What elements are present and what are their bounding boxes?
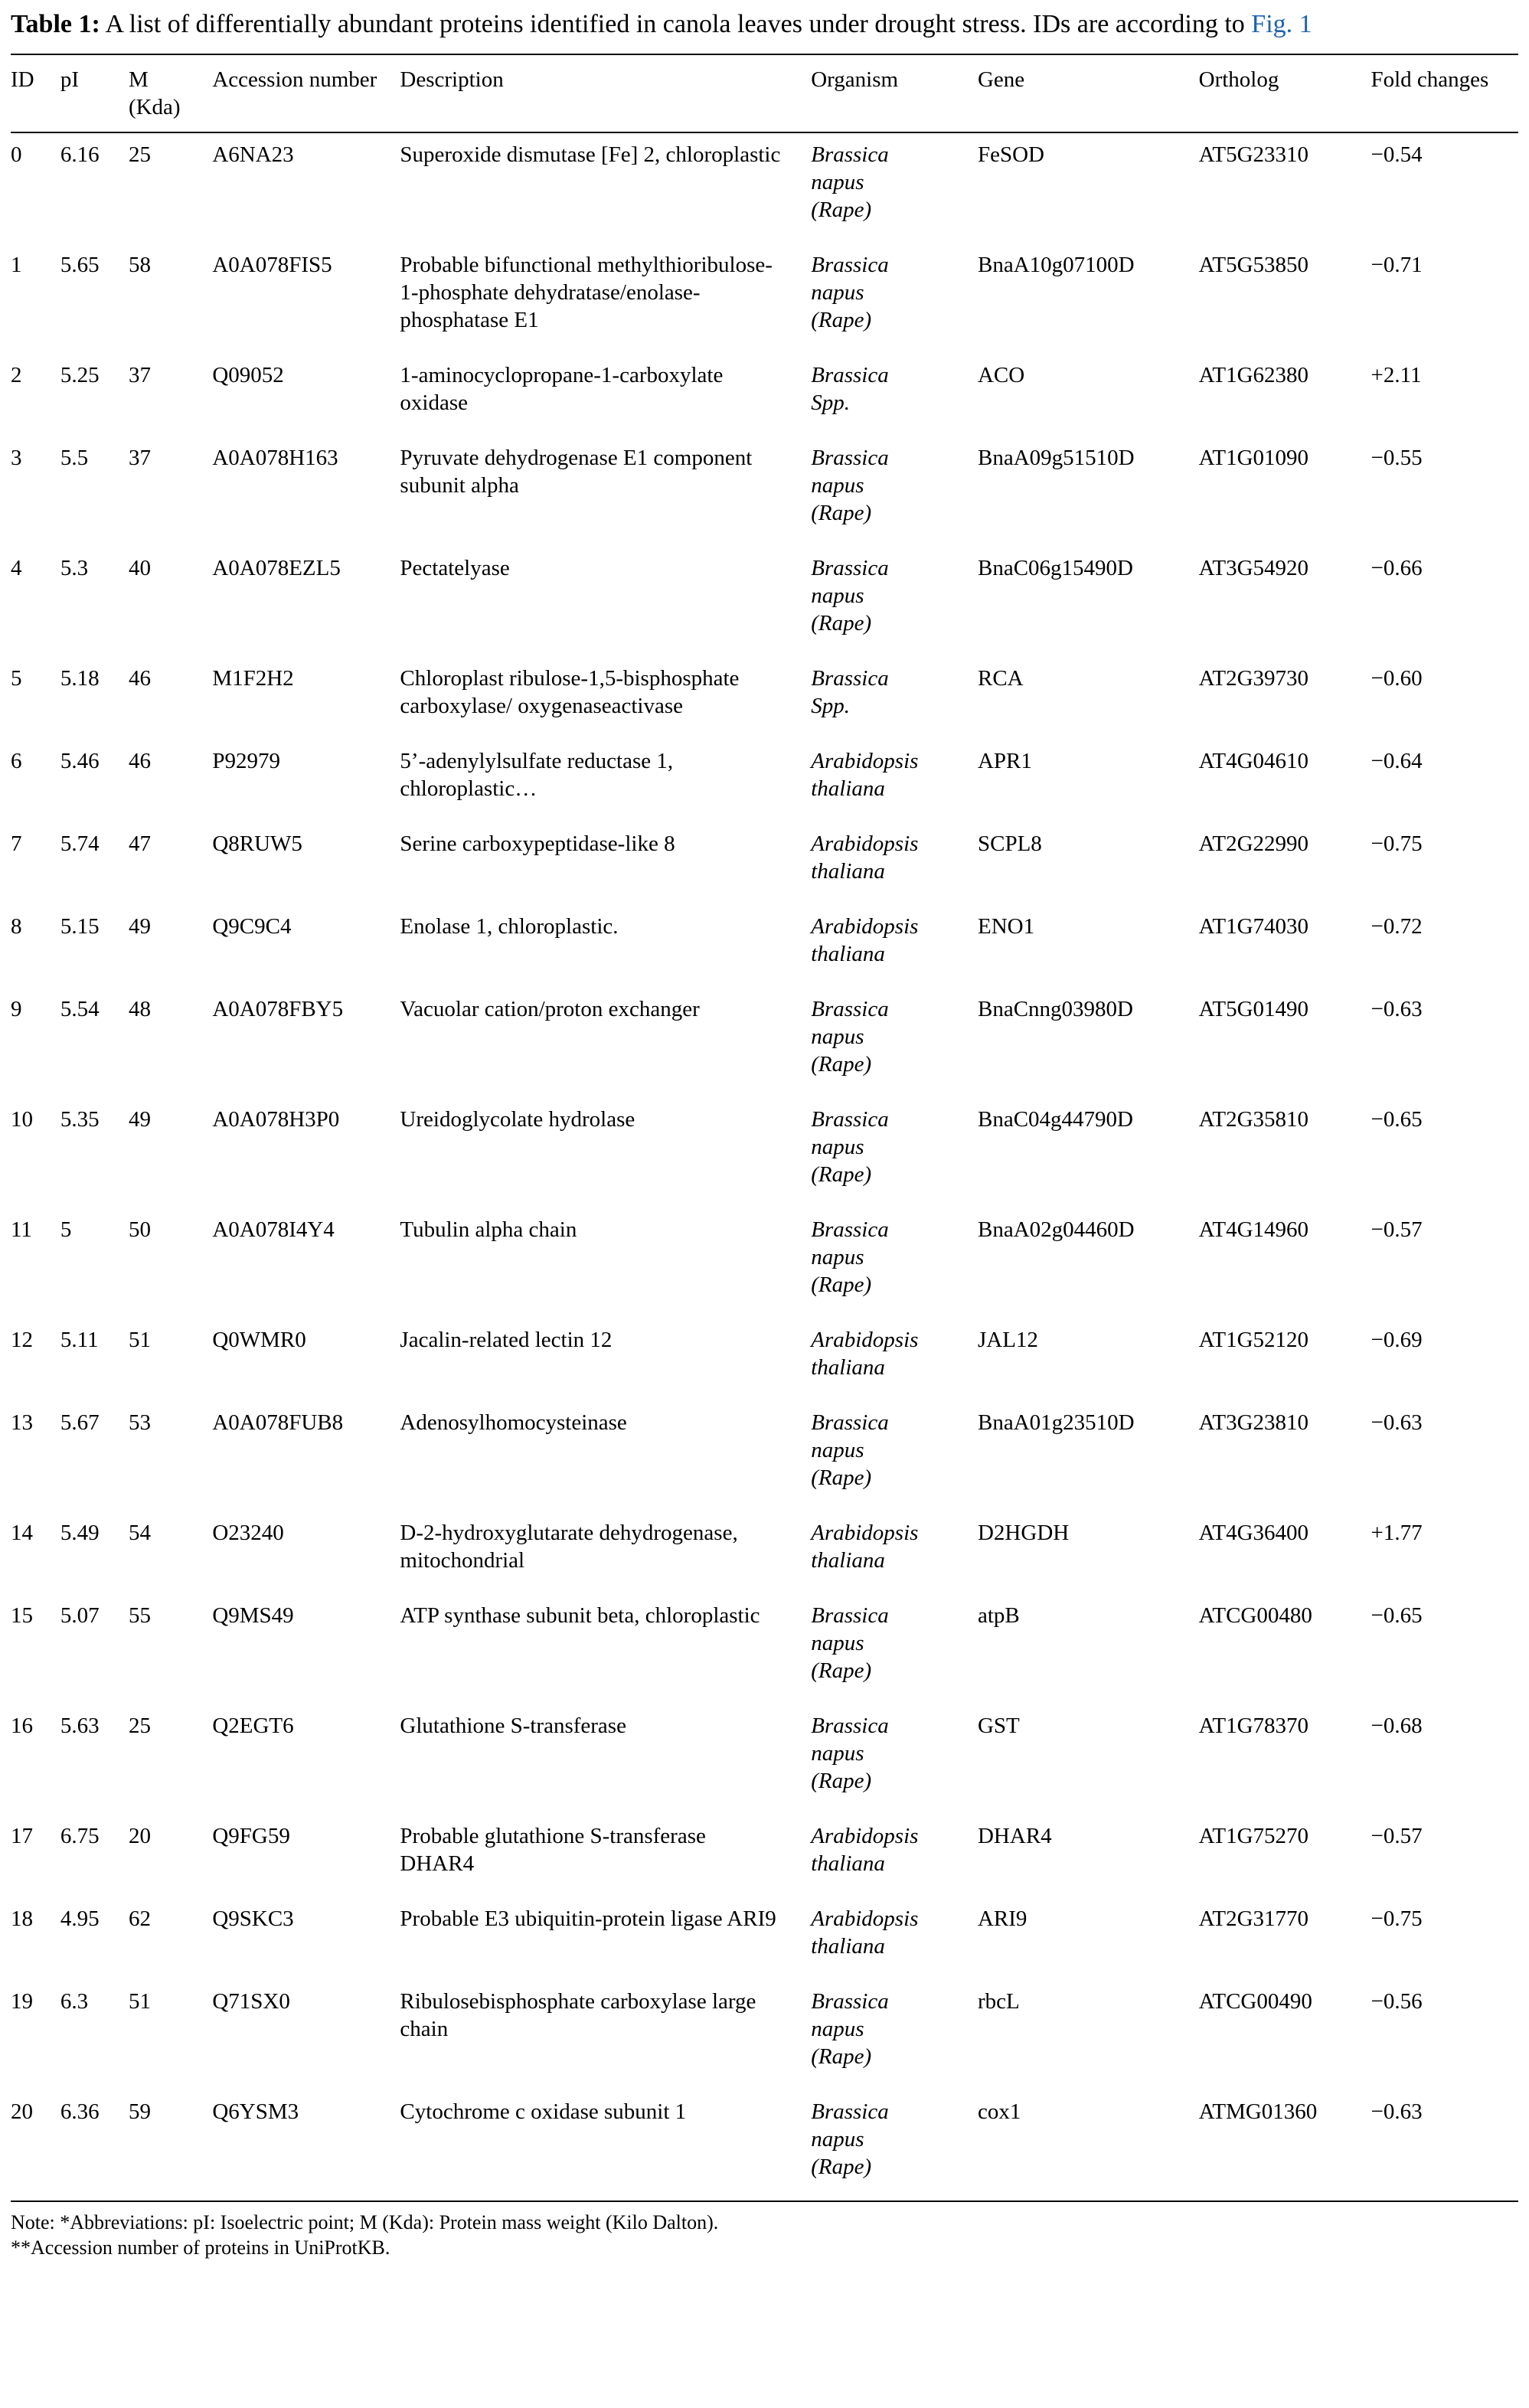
cell-m: 25 (128, 142, 151, 167)
cell-m: 58 (128, 253, 151, 277)
cell-organism: Brassica Spp. (811, 666, 889, 718)
cell-id: 4 (11, 556, 22, 580)
cell-description: Superoxide dismutase [Fe] 2, chloroplastic (400, 142, 781, 167)
column-header-description: Description (400, 54, 811, 132)
cell-organism: Arabidopsis thaliana (811, 832, 919, 884)
cell-fold: −0.68 (1371, 1714, 1423, 1738)
cell-organism: Brassica napus (Rape) (811, 1410, 889, 1490)
cell-m: 51 (128, 1328, 151, 1352)
cell-pi: 6.36 (60, 2099, 100, 2124)
cell-m: 37 (128, 446, 151, 470)
cell-accession: A0A078FIS5 (212, 253, 332, 277)
cell-m: 40 (128, 556, 151, 580)
cell-gene: APR1 (977, 749, 1032, 773)
cell-accession: A6NA23 (212, 142, 294, 167)
cell-pi: 5.67 (60, 1410, 100, 1435)
cell-ortholog: AT3G23810 (1198, 1410, 1309, 1435)
cell-accession: Q9SKC3 (212, 1906, 294, 1931)
cell-fold: −0.75 (1371, 832, 1423, 856)
table-row (11, 1098, 1518, 1208)
cell-id: 0 (11, 142, 22, 167)
cell-id: 16 (11, 1714, 33, 1738)
cell-fold: −0.63 (1371, 2099, 1423, 2124)
cell-description: 1-aminocyclopropane-1-carboxylate oxidase (400, 363, 724, 415)
cell-pi: 5.25 (60, 363, 100, 387)
cell-organism: Arabidopsis thaliana (811, 749, 919, 801)
cell-m: 53 (128, 1410, 151, 1435)
cell-fold: −0.72 (1371, 914, 1423, 939)
table-row (11, 1594, 1518, 1704)
table-row (11, 1815, 1518, 1897)
table-row (11, 905, 1518, 988)
cell-fold: −0.66 (1371, 556, 1423, 580)
cell-organism: Brassica napus (Rape) (811, 253, 889, 332)
cell-organism: Brassica napus (Rape) (811, 997, 889, 1077)
cell-organism: Brassica napus (Rape) (811, 1603, 889, 1683)
table-row (11, 1980, 1518, 2090)
cell-m: 48 (128, 997, 151, 1021)
cell-pi: 5 (60, 1217, 72, 1242)
cell-fold: +1.77 (1371, 1521, 1423, 1545)
table-row (11, 1897, 1518, 1980)
table-row (11, 657, 1518, 740)
note-accession: **Accession number of proteins in UniProtKB. (11, 2236, 390, 2259)
cell-id: 14 (11, 1521, 33, 1545)
column-header-fold: Fold changes (1371, 54, 1518, 132)
cell-accession: A0A078H163 (212, 446, 338, 470)
cell-description: Cytochrome c oxidase subunit 1 (400, 2099, 687, 2124)
table-row (11, 740, 1518, 822)
table-caption (11, 8, 1518, 41)
table-row (11, 132, 1518, 243)
cell-accession: M1F2H2 (212, 666, 294, 691)
cell-ortholog: AT4G36400 (1198, 1521, 1309, 1545)
cell-accession: A0A078FUB8 (212, 1410, 344, 1435)
cell-gene: SCPL8 (977, 832, 1042, 856)
cell-pi: 6.16 (60, 142, 100, 167)
cell-accession: O23240 (212, 1521, 284, 1545)
cell-ortholog: AT2G22990 (1198, 832, 1309, 856)
cell-id: 15 (11, 1603, 33, 1628)
cell-ortholog: AT1G78370 (1198, 1714, 1309, 1738)
column-header-m: M (Kda) (129, 54, 212, 132)
cell-pi: 5.3 (60, 556, 89, 580)
cell-organism: Arabidopsis thaliana (811, 1906, 919, 1959)
cell-m: 47 (128, 832, 151, 856)
cell-pi: 5.74 (60, 832, 100, 856)
cell-accession: Q8RUW5 (212, 832, 302, 856)
cell-m: 50 (128, 1217, 151, 1242)
cell-ortholog: AT4G04610 (1198, 749, 1309, 773)
cell-m: 54 (128, 1521, 151, 1545)
cell-ortholog: ATMG01360 (1198, 2099, 1318, 2124)
table-row (11, 547, 1518, 657)
cell-pi: 5.46 (60, 749, 100, 773)
cell-accession: Q2EGT6 (212, 1714, 294, 1738)
cell-gene: DHAR4 (977, 1824, 1052, 1848)
cell-organism: Arabidopsis thaliana (811, 1824, 919, 1876)
cell-gene: FeSOD (977, 142, 1044, 167)
cell-pi: 5.65 (60, 253, 100, 277)
cell-gene: JAL12 (977, 1328, 1038, 1352)
proteins-table (11, 54, 1518, 2202)
cell-fold: −0.64 (1371, 749, 1423, 773)
cell-m: 55 (128, 1603, 151, 1628)
cell-accession: A0A078EZL5 (212, 556, 341, 580)
cell-gene: D2HGDH (977, 1521, 1070, 1545)
cell-organism: Brassica napus (Rape) (811, 556, 889, 635)
table-row (11, 2090, 1518, 2201)
cell-fold: −0.56 (1371, 1989, 1423, 2014)
cell-id: 11 (11, 1217, 32, 1242)
cell-m: 62 (128, 1906, 151, 1931)
cell-gene: BnaC04g44790D (977, 1107, 1133, 1132)
table-row (11, 1208, 1518, 1318)
cell-id: 5 (11, 666, 22, 691)
cell-pi: 5.18 (60, 666, 100, 691)
cell-m: 37 (128, 363, 151, 387)
cell-pi: 5.5 (60, 446, 89, 470)
cell-id: 8 (11, 914, 22, 939)
cell-gene: GST (977, 1714, 1020, 1738)
cell-accession: Q9FG59 (212, 1824, 290, 1848)
cell-organism: Brassica napus (Rape) (811, 1714, 889, 1793)
cell-pi: 6.3 (60, 1989, 89, 2014)
column-header-gene: Gene (978, 54, 1199, 132)
cell-ortholog: AT5G53850 (1198, 253, 1309, 277)
column-header-id: ID (11, 54, 60, 132)
cell-organism: Arabidopsis thaliana (811, 1521, 919, 1573)
fig1-link[interactable]: Fig. 1 (1251, 10, 1312, 38)
cell-description: Enolase 1, chloroplastic. (400, 914, 619, 939)
cell-description: Probable glutathione S-transferase DHAR4 (400, 1824, 706, 1876)
table-header-row (11, 54, 1518, 132)
cell-m: 46 (128, 666, 151, 691)
cell-id: 7 (11, 832, 22, 856)
cell-gene: cox1 (977, 2099, 1021, 2124)
cell-organism: Brassica napus (Rape) (811, 1989, 889, 2069)
table-row (11, 988, 1518, 1098)
cell-description: Tubulin alpha chain (400, 1217, 577, 1242)
cell-organism: Brassica napus (Rape) (811, 2099, 889, 2179)
cell-ortholog: AT4G14960 (1198, 1217, 1309, 1242)
cell-id: 13 (11, 1410, 33, 1435)
cell-pi: 5.54 (60, 997, 100, 1021)
cell-m: 51 (128, 1989, 151, 2014)
table-row (11, 1318, 1518, 1401)
cell-m: 59 (128, 2099, 151, 2124)
cell-ortholog: AT2G35810 (1198, 1107, 1309, 1132)
cell-gene: BnaA09g51510D (977, 446, 1135, 470)
cell-accession: Q09052 (212, 363, 284, 387)
cell-description: Pyruvate dehydrogenase E1 component subunit alpha (400, 446, 753, 498)
cell-accession: Q6YSM3 (212, 2099, 299, 2124)
table-row (11, 1511, 1518, 1594)
cell-description: 5’-adenylylsulfate reductase 1, chloroplastic… (400, 749, 674, 801)
cell-pi: 5.49 (60, 1521, 100, 1545)
cell-description: Ribulosebisphosphate carboxylase large chain (400, 1989, 756, 2041)
cell-fold: −0.60 (1371, 666, 1423, 691)
cell-accession: Q71SX0 (212, 1989, 290, 2014)
cell-accession: A0A078H3P0 (212, 1107, 340, 1132)
cell-ortholog: AT1G75270 (1198, 1824, 1309, 1848)
cell-id: 1 (11, 253, 22, 277)
cell-id: 3 (11, 446, 22, 470)
cell-fold: −0.55 (1371, 446, 1423, 470)
cell-id: 2 (11, 363, 22, 387)
column-header-organism: Organism (811, 54, 978, 132)
cell-description: Pectatelyase (400, 556, 510, 580)
cell-m: 25 (128, 1714, 151, 1738)
cell-ortholog: AT5G01490 (1198, 997, 1309, 1021)
cell-id: 12 (11, 1328, 33, 1352)
cell-description: Serine carboxypeptidase-like 8 (400, 832, 675, 856)
cell-pi: 5.35 (60, 1107, 100, 1132)
cell-ortholog: AT2G31770 (1198, 1906, 1309, 1931)
cell-gene: atpB (977, 1603, 1020, 1628)
cell-id: 19 (11, 1989, 33, 2014)
cell-gene: ENO1 (977, 914, 1035, 939)
cell-fold: −0.71 (1371, 253, 1423, 277)
cell-organism: Arabidopsis thaliana (811, 1328, 919, 1380)
cell-description: Vacuolar cation/proton exchanger (400, 997, 700, 1021)
cell-ortholog: AT2G39730 (1198, 666, 1309, 691)
cell-m: 49 (128, 914, 151, 939)
table-row (11, 243, 1518, 354)
cell-m: 20 (128, 1824, 151, 1848)
cell-organism: Brassica Spp. (811, 363, 889, 415)
cell-fold: −0.75 (1371, 1906, 1423, 1931)
cell-ortholog: AT1G52120 (1198, 1328, 1309, 1352)
cell-id: 17 (11, 1824, 33, 1848)
cell-id: 9 (11, 997, 22, 1021)
table-row (11, 1401, 1518, 1511)
cell-organism: Brassica napus (Rape) (811, 1107, 889, 1187)
cell-id: 18 (11, 1906, 33, 1931)
cell-accession: Q0WMR0 (212, 1328, 306, 1352)
cell-m: 46 (128, 749, 151, 773)
column-header-accession: Accession number (212, 54, 400, 132)
cell-id: 6 (11, 749, 22, 773)
cell-ortholog: ATCG00490 (1198, 1989, 1312, 2014)
cell-fold: −0.63 (1371, 997, 1423, 1021)
cell-fold: −0.65 (1371, 1603, 1423, 1628)
cell-gene: BnaA01g23510D (977, 1410, 1135, 1435)
cell-accession: Q9MS49 (212, 1603, 294, 1628)
cell-ortholog: ATCG00480 (1198, 1603, 1312, 1628)
cell-fold: −0.54 (1371, 142, 1423, 167)
cell-pi: 6.75 (60, 1824, 100, 1848)
cell-description: Chloroplast ribulose-1,5-bisphosphate carboxylase/ oxygenaseactivase (400, 666, 740, 718)
cell-fold: −0.63 (1371, 1410, 1423, 1435)
table-row (11, 354, 1518, 436)
cell-description: Probable bifunctional methylthioribulose-1-phosphate dehydratase/enolase-phosphatase E1 (400, 253, 773, 332)
table-notes (11, 2210, 1518, 2260)
column-header-pi: pI (60, 54, 129, 132)
cell-description: Probable E3 ubiquitin-protein ligase ARI9 (400, 1906, 776, 1931)
table-row (11, 1704, 1518, 1815)
cell-description: D-2-hydroxyglutarate dehydrogenase, mitochondrial (400, 1521, 738, 1573)
cell-ortholog: AT1G01090 (1198, 446, 1309, 470)
cell-gene: RCA (977, 666, 1024, 691)
column-header-ortholog: Ortholog (1199, 54, 1371, 132)
cell-pi: 5.63 (60, 1714, 100, 1738)
cell-pi: 5.07 (60, 1603, 100, 1628)
cell-accession: Q9C9C4 (212, 914, 292, 939)
cell-gene: ARI9 (977, 1906, 1028, 1931)
cell-fold: −0.69 (1371, 1328, 1423, 1352)
cell-gene: BnaA02g04460D (977, 1217, 1135, 1242)
cell-gene: BnaCnng03980D (977, 997, 1133, 1021)
cell-organism: Brassica napus (Rape) (811, 1217, 889, 1297)
cell-m: 49 (128, 1107, 151, 1132)
cell-accession: A0A078I4Y4 (212, 1217, 335, 1242)
cell-organism: Arabidopsis thaliana (811, 914, 919, 966)
cell-organism: Brassica napus (Rape) (811, 142, 889, 222)
cell-fold: −0.57 (1371, 1217, 1423, 1242)
cell-fold: +2.11 (1371, 363, 1422, 387)
cell-id: 20 (11, 2099, 33, 2124)
table-row (11, 436, 1518, 547)
cell-description: Adenosylhomocysteinase (400, 1410, 627, 1435)
cell-fold: −0.57 (1371, 1824, 1423, 1848)
table-caption-text: A list of differentially abundant proteins identified in canola leaves under drought stress. IDs are according to (100, 10, 1252, 38)
cell-pi: 5.15 (60, 914, 100, 939)
cell-ortholog: AT1G62380 (1198, 363, 1309, 387)
table-header (11, 54, 1518, 132)
table-caption-label: Table 1: (11, 10, 100, 38)
cell-accession: P92979 (212, 749, 280, 773)
cell-description: Glutathione S-transferase (400, 1714, 626, 1738)
cell-gene: BnaC06g15490D (977, 556, 1133, 580)
cell-ortholog: AT1G74030 (1198, 914, 1309, 939)
cell-gene: ACO (977, 363, 1025, 387)
cell-gene: BnaA10g07100D (977, 253, 1135, 277)
cell-pi: 4.95 (60, 1906, 100, 1931)
cell-fold: −0.65 (1371, 1107, 1423, 1132)
note-abbreviations: Note: *Abbreviations: pI: Isoelectric point; M (Kda): Protein mass weight (Kilo Dalton). (11, 2211, 719, 2233)
table-row (11, 822, 1518, 905)
cell-ortholog: AT3G54920 (1198, 556, 1309, 580)
cell-id: 10 (11, 1107, 33, 1132)
cell-gene: rbcL (977, 1989, 1020, 2014)
cell-pi: 5.11 (60, 1328, 99, 1352)
cell-description: ATP synthase subunit beta, chloroplastic (400, 1603, 760, 1628)
cell-organism: Brassica napus (Rape) (811, 446, 889, 525)
cell-ortholog: AT5G23310 (1198, 142, 1309, 167)
table-body (11, 132, 1518, 2201)
cell-accession: A0A078FBY5 (212, 997, 344, 1021)
cell-description: Ureidoglycolate hydrolase (400, 1107, 635, 1132)
cell-description: Jacalin-related lectin 12 (400, 1328, 613, 1352)
